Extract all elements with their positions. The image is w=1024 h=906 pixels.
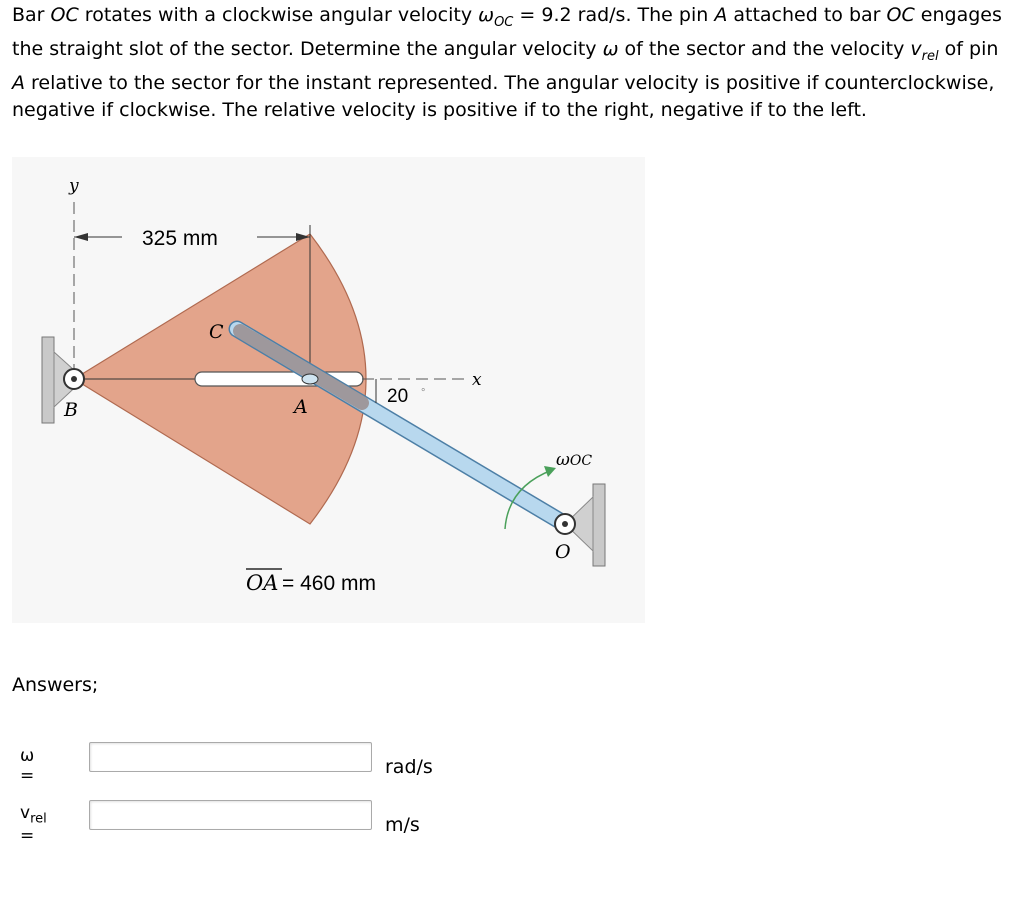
dim-arrow-left [74,233,88,241]
omega-oc-arrowhead-icon [544,466,556,477]
label-o: O [555,541,571,563]
oa-value: = 460 mm [282,572,376,595]
omega-input[interactable] [89,742,372,772]
x-axis-label: x [472,370,482,390]
dimension-label: 325 mm [142,227,218,250]
omega-unit: rad/s [385,756,433,778]
wall-o [593,484,605,566]
y-axis-label: y [69,176,79,196]
pin-a [302,374,318,384]
omega-label: ω = [20,746,35,786]
answers-title: Answers; [12,674,99,696]
vrel-unit: m/s [385,814,420,836]
pin-b-center [71,376,77,382]
angle-degree-symbol: ° [421,387,426,399]
wall-b [42,337,54,423]
mechanism-figure [12,157,645,623]
label-a: A [294,396,308,418]
omega-oc-label: ωOC [556,450,593,470]
vrel-input[interactable] [89,800,372,830]
vrel-label: $v_{rel}$ = [20,803,47,847]
problem-statement: Bar OC rotates with a clockwise angular velocity $\omega_{OC} = 9.2$ rad/s. The pin A attached to bar OC engages the straight slot of the sector. Determine the angular velocity ω of the sector and the velocity $v_{rel}$ of pin A relative to the sector for the instant represented. The angular velocity is positive if counterclockwise, negative if clockwise. The relative velocity is positive if to the right, negative if to the left. [12,4,1002,121]
angle-label: 20 [387,386,409,407]
oa-label: OA [246,571,279,595]
label-b: B [64,399,78,421]
pin-o-center [562,521,568,527]
label-c: C [209,321,224,343]
